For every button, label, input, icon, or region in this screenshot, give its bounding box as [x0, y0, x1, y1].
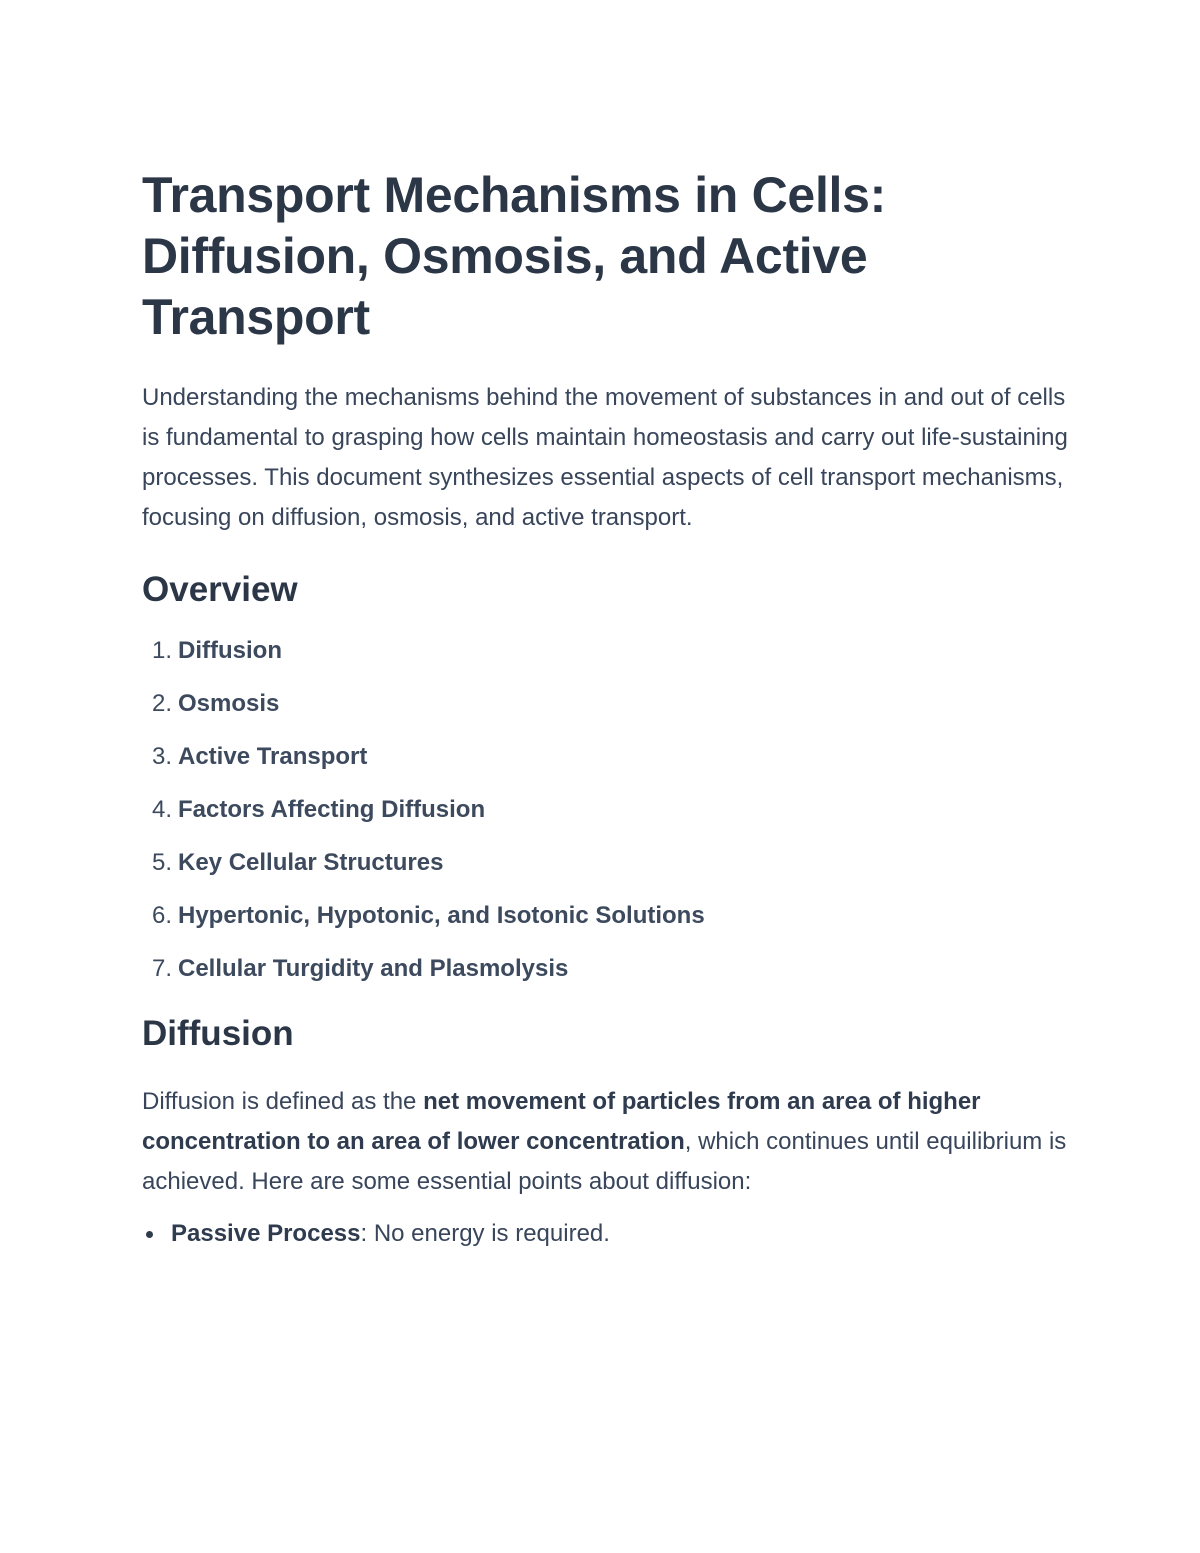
list-number: 6.	[151, 902, 172, 929]
diffusion-heading: Diffusion	[142, 1014, 294, 1053]
list-label: Hypertonic, Hypotonic, and Isotonic Solutions	[178, 902, 705, 929]
list-label: Key Cellular Structures	[178, 849, 444, 876]
list-label: Active Transport	[178, 743, 368, 770]
intro-paragraph: Understanding the mechanisms behind the movement of substances in and out of cells is fundamental to grasping how cells maintain homeostasis and carry out life-sustaining processes. This document synthesizes essential aspects of cell transport mechanisms, focusing on diffusion, osmosis, and active transport.	[142, 384, 1068, 531]
document-title: Transport Mechanisms in Cells: Diffusion, Osmosis, and Active Transport	[142, 167, 886, 345]
list-number: 7.	[151, 955, 172, 982]
list-item	[142, 848, 1072, 878]
list-number: 1.	[151, 637, 172, 664]
list-label: Diffusion	[178, 637, 282, 664]
diffusion-bullets	[142, 1214, 1072, 1254]
list-item	[142, 636, 1072, 666]
list-label: Factors Affecting Diffusion	[178, 796, 486, 823]
diffusion-text-start: Diffusion is defined as the	[142, 1088, 424, 1115]
list-item	[142, 1214, 1072, 1254]
list-item	[142, 742, 1072, 772]
diffusion-paragraph	[142, 1082, 1072, 1202]
diffusion-text-end: , which continues until equilibrium is achieved. Here are some essential points about diffusion:	[142, 1128, 1067, 1195]
overview-list	[142, 636, 1072, 984]
list-number: 4.	[151, 796, 172, 823]
list-item	[142, 901, 1072, 931]
bullet-text: : No energy is required.	[360, 1220, 610, 1247]
list-label: Osmosis	[178, 690, 280, 717]
list-item	[142, 689, 1072, 719]
list-number: 3.	[151, 743, 172, 770]
document-page	[142, 165, 1072, 1254]
list-number: 2.	[151, 690, 172, 717]
bullet-term: Passive Process	[171, 1220, 361, 1247]
list-number: 5.	[151, 849, 172, 876]
overview-heading: Overview	[142, 570, 298, 609]
diffusion-definition-bold: net movement of particles from an area of higher concentration to an area of lower concentration	[142, 1088, 981, 1155]
list-label: Cellular Turgidity and Plasmolysis	[178, 955, 569, 982]
list-item	[142, 954, 1072, 984]
list-item	[142, 795, 1072, 825]
bullet-icon	[146, 1231, 153, 1238]
